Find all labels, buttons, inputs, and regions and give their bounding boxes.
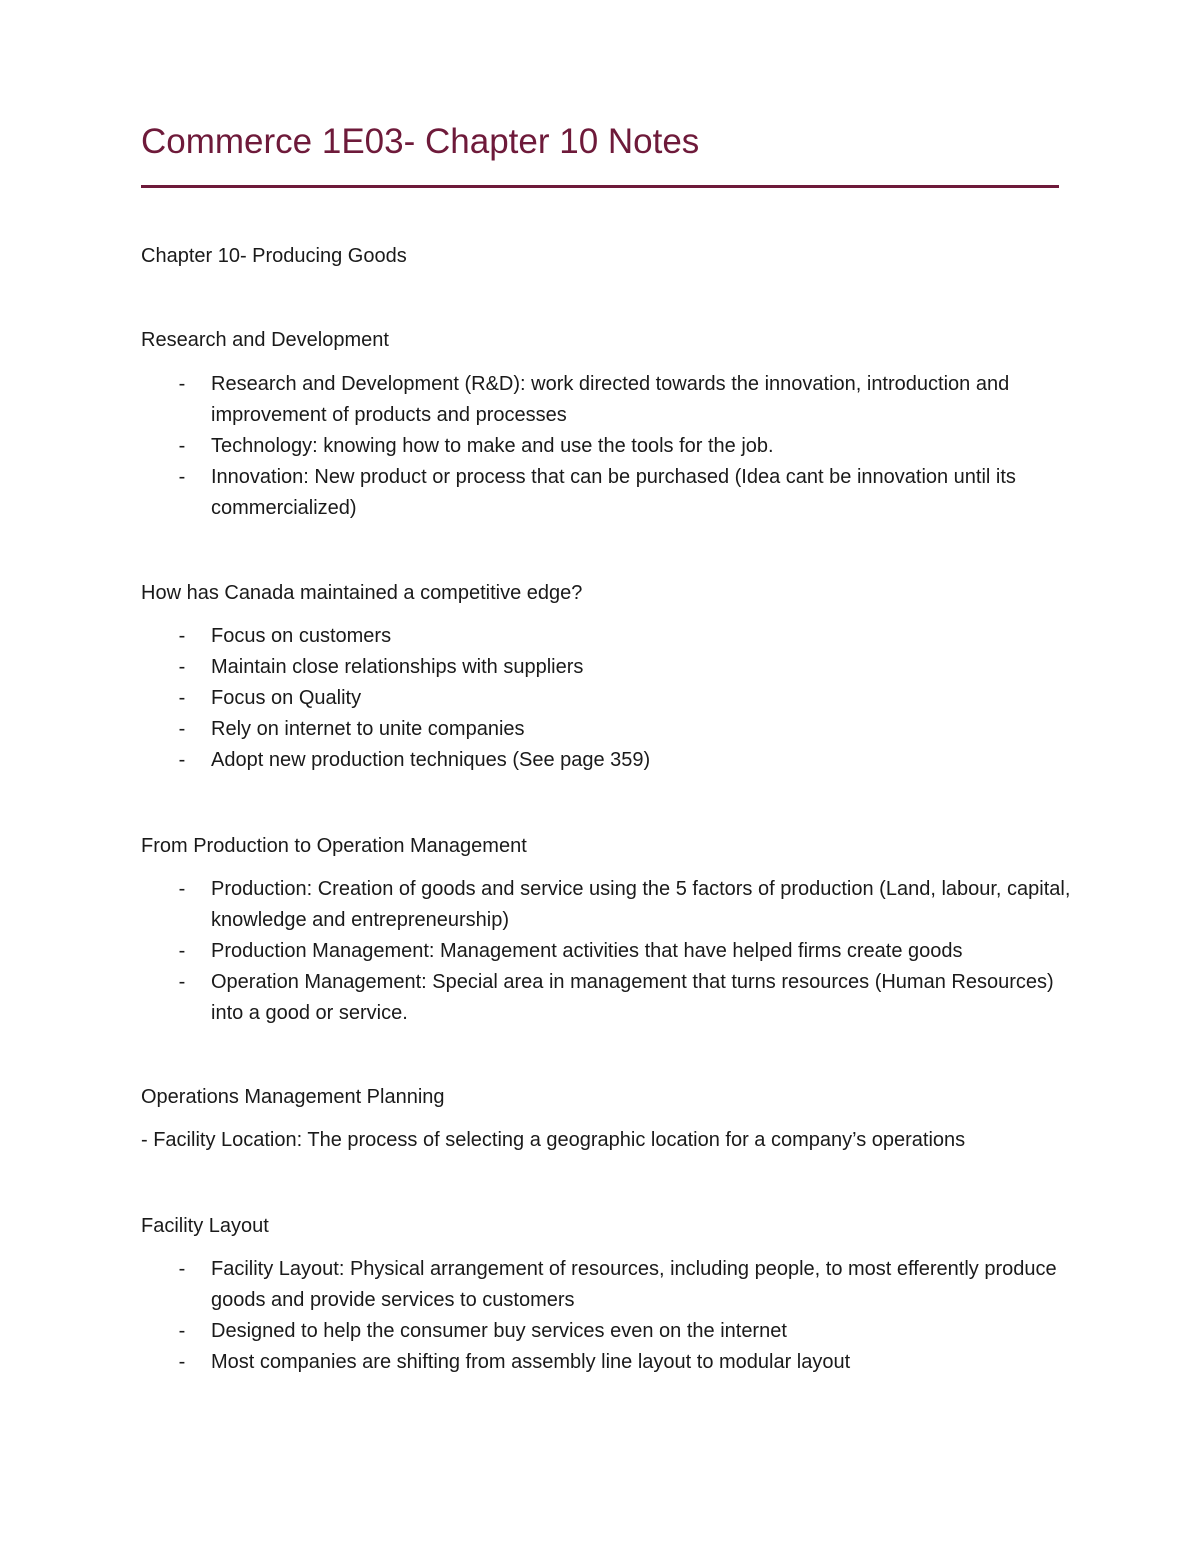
bullet-list-competitive-edge [141,621,1071,776]
chapter-heading: Chapter 10- Producing Goods [141,245,407,267]
list-item: - Most companies are shifting from assembly line layout to modular layout [141,1347,1071,1378]
bullet-dash: - [178,971,186,993]
bullet-dash: - [178,940,186,962]
list-item: - Maintain close relationships with suppliers [141,652,1071,683]
bullet-dash: - [178,1351,186,1373]
section-heading-operations-planning: Operations Management Planning [141,1086,445,1108]
title-divider [141,185,1059,188]
facility-location-line: - Facility Location: The process of selecting a geographic location for a company’s operations [141,1129,966,1151]
bullet-dash: - [178,687,186,709]
section-heading-competitive-edge: How has Canada maintained a competitive edge? [141,582,583,604]
list-item: - Operation Management: Special area in management that turns resources (Human Resources) into a good or service. [141,967,1071,1029]
bullet-dash: - [178,878,186,900]
bullet-dash: - [178,466,186,488]
bullet-list-research [141,369,1071,524]
bullet-list-facility-layout [141,1254,1071,1378]
list-item: - Research and Development (R&D): work directed towards the innovation, introduction and improvement of products and processes [141,369,1071,431]
list-item: - Focus on Quality [141,683,1071,714]
bullet-dash: - [178,625,186,647]
bullet-list-operation-management [141,874,1071,1029]
list-item: - Adopt new production techniques (See page 359) [141,745,1071,776]
list-item: - Focus on customers [141,621,1071,652]
bullet-dash: - [178,656,186,678]
list-item: - Production: Creation of goods and service using the 5 factors of production (Land, labour, capital, knowledge and entrepreneurship) [141,874,1071,936]
section-heading-operation-management: From Production to Operation Management [141,835,527,857]
section-heading-research: Research and Development [141,329,389,351]
list-item: - Production Management: Management activities that have helped firms create goods [141,936,1071,967]
bullet-dash: - [178,373,186,395]
bullet-dash: - [178,718,186,740]
list-item: - Designed to help the consumer buy services even on the internet [141,1316,1071,1347]
list-item: - Innovation: New product or process that can be purchased (Idea cant be innovation until its commercialized) [141,462,1071,524]
bullet-dash: - [178,1258,186,1280]
list-item: - Facility Layout: Physical arrangement of resources, including people, to most efferently produce goods and provide services to customers [141,1254,1071,1316]
bullet-dash: - [178,1320,186,1342]
document-title: Commerce 1E03- Chapter 10 Notes [141,122,700,161]
list-item: - Rely on internet to unite companies [141,714,1071,745]
bullet-dash: - [178,749,186,771]
bullet-dash: - [178,435,186,457]
section-heading-facility-layout: Facility Layout [141,1215,269,1237]
list-item: - Technology: knowing how to make and use the tools for the job. [141,431,1071,462]
